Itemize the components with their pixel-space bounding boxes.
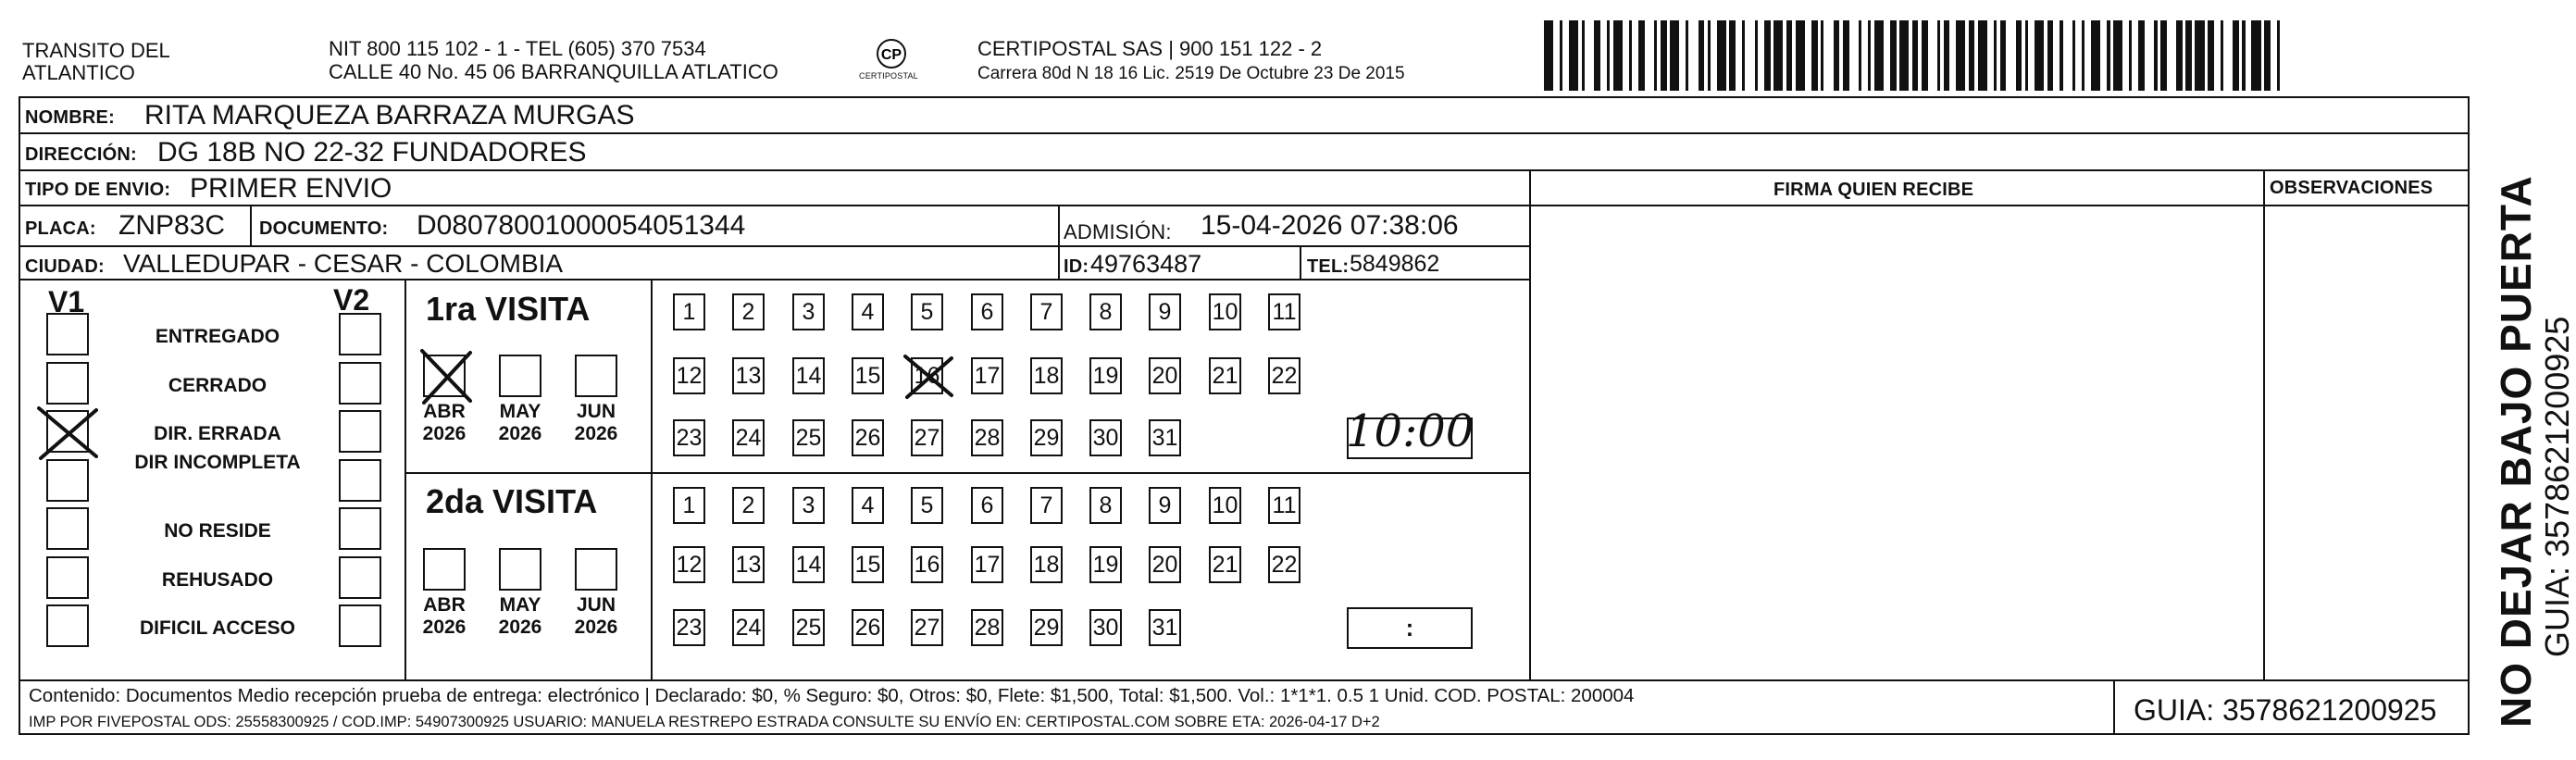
barcode-gap xyxy=(1849,20,1859,91)
sender-address: CALLE 40 No. 45 06 BARRANQUILLA ATLATICO xyxy=(329,60,778,83)
barcode-gap xyxy=(2053,20,2060,91)
visit1-month-name: ABR xyxy=(423,401,466,422)
barcode-bar xyxy=(1874,20,1884,91)
v2-label: V2 xyxy=(333,283,370,317)
visit2-day-22[interactable]: 22 xyxy=(1268,546,1300,583)
barcode-bar xyxy=(2091,20,2100,91)
visit1-day-29[interactable]: 29 xyxy=(1030,419,1063,456)
visit2-day-14[interactable]: 14 xyxy=(792,546,825,583)
barcode-gap xyxy=(1987,20,1994,91)
visit2-day-31[interactable]: 31 xyxy=(1149,609,1181,646)
visit2-day-5[interactable]: 5 xyxy=(911,487,943,524)
barcode-gap xyxy=(1884,20,1890,91)
carrier-license: Carrera 80d N 18 16 Lic. 2519 De Octubre 23 De 2015 xyxy=(977,64,1405,83)
barcode-gap xyxy=(2246,20,2252,91)
footer-contenido: Contenido: Documentos Medio recepción prueba de entrega: electrónico | Declarado: $0, % Seguro: $0, Otros: $0, Flete: $1,500, Total: $1,500. Vol.: 1*1*1. 0.5 1 Unid. COD. POSTAL: 200004 xyxy=(29,685,1635,706)
barcode-bar xyxy=(1670,20,1679,91)
visit2-day-21[interactable]: 21 xyxy=(1209,546,1241,583)
barcode-bar xyxy=(1796,20,1805,91)
row-divider xyxy=(19,132,2470,134)
tipo-envio-value: PRIMER ENVIO xyxy=(190,173,392,204)
barcode-bar xyxy=(1544,20,1553,91)
visit1-day-21[interactable]: 21 xyxy=(1209,357,1241,394)
barcode-gap xyxy=(2223,20,2233,91)
visit2-day-11[interactable]: 11 xyxy=(1268,487,1300,524)
nombre-value: RITA MARQUEZA BARRAZA MURGAS xyxy=(144,100,635,131)
admision-value: 15-04-2026 07:38:06 xyxy=(1201,210,1459,241)
carrier-logo-text: CERTIPOSTAL xyxy=(859,71,918,81)
barcode-bar xyxy=(1834,20,1840,91)
footer-divider xyxy=(19,679,2470,681)
admision-label: ADMISIÓN: xyxy=(1064,220,1172,243)
visit2-month-label xyxy=(568,594,624,639)
visit1-day-25[interactable]: 25 xyxy=(792,419,825,456)
visit2-day-30[interactable]: 30 xyxy=(1089,609,1122,646)
visit2-day-4[interactable]: 4 xyxy=(852,487,884,524)
barcode-bar xyxy=(2264,20,2271,91)
barcode-bar xyxy=(2251,20,2260,91)
nombre-label: NOMBRE: xyxy=(25,107,115,128)
visit1-month-box[interactable] xyxy=(575,355,617,397)
barcode-gap xyxy=(2271,20,2277,91)
visit1-month-year: 2026 xyxy=(422,423,467,445)
col-divider xyxy=(2263,169,2265,679)
status-option-label: CERRADO xyxy=(168,374,268,396)
visit2-month-box[interactable] xyxy=(423,548,466,591)
visit2-month-label xyxy=(492,594,548,639)
barcode-bar xyxy=(1912,20,1919,91)
placa-label: PLACA: xyxy=(25,218,96,239)
barcode-bar xyxy=(2176,20,2183,91)
col-divider xyxy=(1529,169,1531,679)
visit1-day-28[interactable]: 28 xyxy=(971,419,1003,456)
v2-checkbox[interactable] xyxy=(339,362,381,405)
barcode-bar xyxy=(1899,20,1909,91)
barcode-bar xyxy=(2233,20,2239,91)
visit2-day-2[interactable]: 2 xyxy=(732,487,765,524)
barcode-bar xyxy=(2160,20,2167,91)
barcode-gap xyxy=(2167,20,2176,91)
status-option-label: DIFICIL ACCESO xyxy=(139,617,295,639)
v1-checkbox[interactable] xyxy=(46,604,89,647)
v2-checkbox[interactable] xyxy=(339,410,381,453)
visit1-day-8[interactable]: 8 xyxy=(1089,293,1122,330)
barcode-bar xyxy=(1764,20,1771,91)
carrier-name: CERTIPOSTAL SAS | 900 151 122 - 2 xyxy=(977,37,1323,60)
barcode-gap xyxy=(1679,20,1686,91)
visit2-day-20[interactable]: 20 xyxy=(1149,546,1181,583)
barcode-bar xyxy=(2113,20,2122,91)
row-divider xyxy=(19,245,1530,247)
status-option-label: REHUSADO xyxy=(161,568,274,591)
barcode-gap xyxy=(1562,20,1569,91)
svg-text:CP: CP xyxy=(880,47,902,63)
visit2-day-9[interactable]: 9 xyxy=(1149,487,1181,524)
barcode-bar xyxy=(1944,20,1950,91)
placa-value: ZNP83C xyxy=(118,210,226,241)
ciudad-value: VALLEDUPAR - CESAR - COLOMBIA xyxy=(123,249,564,278)
barcode-bar xyxy=(2208,20,2214,91)
sender-name-line2: ATLANTICO xyxy=(22,61,135,84)
barcode-gap xyxy=(2122,20,2129,91)
visit1-day-19[interactable]: 19 xyxy=(1089,357,1122,394)
visit1-day-4[interactable]: 4 xyxy=(852,293,884,330)
barcode-bar xyxy=(1956,20,1965,91)
visit1-month-label xyxy=(568,401,624,445)
barcode-bar xyxy=(1890,20,1897,91)
barcode-bar xyxy=(1922,20,1928,91)
visit1-month-check-mark xyxy=(418,347,474,405)
barcode-bar xyxy=(1613,20,1623,91)
barcode-gap xyxy=(2214,20,2221,91)
visit1-month-name: JUN xyxy=(576,401,616,422)
visit2-day-26[interactable]: 26 xyxy=(852,609,884,646)
visit2-month-name: JUN xyxy=(576,594,616,616)
visit1-month-box[interactable] xyxy=(499,355,541,397)
barcode-bar xyxy=(1569,20,1578,91)
v2-checkbox[interactable] xyxy=(339,313,381,355)
visit1-month-year: 2026 xyxy=(498,423,542,445)
barcode-bar xyxy=(1843,20,1849,91)
barcode-bar xyxy=(1729,20,1736,91)
visit1-day-27[interactable]: 27 xyxy=(911,419,943,456)
visit1-day-check-mark xyxy=(902,353,955,399)
visit2-day-10[interactable]: 10 xyxy=(1209,487,1241,524)
barcode-gap xyxy=(1805,20,1811,91)
barcode-bar xyxy=(2195,20,2204,91)
barcode-gap xyxy=(2063,20,2072,91)
tipo-envio-label: TIPO DE ENVIO: xyxy=(25,180,171,200)
barcode-gap xyxy=(2132,20,2138,91)
barcode-gap xyxy=(1949,20,1956,91)
barcode-gap xyxy=(1688,20,1698,91)
v1-checkbox[interactable] xyxy=(46,507,89,550)
visit1-month-year: 2026 xyxy=(574,423,618,445)
visit1-month-label xyxy=(492,401,548,445)
visit2-day-3[interactable]: 3 xyxy=(792,487,825,524)
carrier-logo xyxy=(853,37,929,89)
barcode-bar xyxy=(2047,20,2054,91)
visit1-day-13[interactable]: 13 xyxy=(732,357,765,394)
barcode-bar xyxy=(2000,20,2007,91)
visit2-day-28[interactable]: 28 xyxy=(971,609,1003,646)
barcode-bar xyxy=(2185,20,2192,91)
id-label: ID: xyxy=(1064,256,1089,277)
v2-checkbox[interactable] xyxy=(339,507,381,550)
firma-label: FIRMA QUIEN RECIBE xyxy=(1773,180,1974,200)
visit2-month-year: 2026 xyxy=(574,617,618,639)
visit2-time-box[interactable]: : xyxy=(1347,607,1473,649)
visit2-day-19[interactable]: 19 xyxy=(1089,546,1122,583)
barcode-gap xyxy=(1553,20,1560,91)
visit2-day-16[interactable]: 16 xyxy=(911,546,943,583)
visit2-day-1[interactable]: 1 xyxy=(673,487,705,524)
barcode-bar xyxy=(1661,20,1667,91)
visit2-day-24[interactable]: 24 xyxy=(732,609,765,646)
v2-checkbox[interactable] xyxy=(339,604,381,647)
status-option-label: DIR. ERRADA xyxy=(154,423,281,444)
barcode-bar xyxy=(1811,20,1818,91)
v1-checkbox[interactable] xyxy=(46,313,89,355)
visit2-day-6[interactable]: 6 xyxy=(971,487,1003,524)
visit2-month-label xyxy=(417,594,472,639)
visit1-day-18[interactable]: 18 xyxy=(1030,357,1063,394)
visit1-day-20[interactable]: 20 xyxy=(1149,357,1181,394)
barcode-bar xyxy=(1717,20,1726,91)
barcode-bar xyxy=(2016,20,2022,91)
visit1-month-name: MAY xyxy=(499,401,541,422)
visit2-month-name: MAY xyxy=(499,594,541,616)
col-divider xyxy=(250,205,252,245)
visit2-day-29[interactable]: 29 xyxy=(1030,609,1063,646)
visit2-month-year: 2026 xyxy=(498,617,542,639)
row-divider xyxy=(19,205,2470,206)
barcode-bar xyxy=(1638,20,1645,91)
no-dejar-bajo-puerta: NO DEJAR BAJO PUERTA xyxy=(2492,175,2540,728)
v1-label: V1 xyxy=(48,285,85,318)
observaciones-label: OBSERVACIONES xyxy=(2270,178,2433,198)
visit2-day-13[interactable]: 13 xyxy=(732,546,765,583)
barcode-gap xyxy=(1632,20,1638,91)
visit2-day-23[interactable]: 23 xyxy=(673,609,705,646)
barcode-gap xyxy=(2100,20,2107,91)
visit1-handwritten-time: 10:00 xyxy=(1346,405,1475,457)
visit2-month-name: ABR xyxy=(423,594,466,616)
barcode-gap xyxy=(2028,20,2035,91)
sender-nit: NIT 800 115 102 - 1 - TEL (605) 370 7534 xyxy=(329,37,706,60)
col-divider xyxy=(1300,245,1301,279)
visit2-month-box[interactable] xyxy=(575,548,617,591)
barcode-gap xyxy=(1861,20,1868,91)
v1-checkbox[interactable] xyxy=(46,459,89,502)
status-option-label: DIR INCOMPLETA xyxy=(134,451,301,473)
visit2-day-27[interactable]: 27 xyxy=(911,609,943,646)
direccion-value: DG 18B NO 22-32 FUNDADORES xyxy=(157,137,587,168)
row-divider xyxy=(19,169,2470,171)
col-divider xyxy=(1058,205,1060,279)
visit2-day-17[interactable]: 17 xyxy=(971,546,1003,583)
ciudad-label: CIUDAD: xyxy=(25,256,105,277)
barcode-gap xyxy=(2280,20,2289,91)
visit2-title: 2da VISITA xyxy=(426,482,598,520)
visit2-month-year: 2026 xyxy=(422,617,467,639)
barcode-gap xyxy=(2084,20,2091,91)
barcode-gap xyxy=(1585,20,1594,91)
tel-label: TEL: xyxy=(1307,256,1350,277)
visit1-day-11[interactable]: 11 xyxy=(1268,293,1300,330)
barcode-gap xyxy=(2075,20,2082,91)
v1-checkbox[interactable] xyxy=(46,556,89,599)
barcode-gap xyxy=(2006,20,2015,91)
v1-checkbox[interactable] xyxy=(46,362,89,405)
visit2-month-box[interactable] xyxy=(499,548,541,591)
barcode-bar xyxy=(1786,20,1793,91)
status-option-label: ENTREGADO xyxy=(155,326,280,347)
visit1-day-12[interactable]: 12 xyxy=(673,357,705,394)
visit1-day-5[interactable]: 5 xyxy=(911,293,943,330)
visit1-day-1[interactable]: 1 xyxy=(673,293,705,330)
visit1-title: 1ra VISITA xyxy=(426,290,591,328)
visit1-day-14[interactable]: 14 xyxy=(792,357,825,394)
col-divider xyxy=(404,279,406,679)
barcode-bar xyxy=(1773,20,1783,91)
visit1-day-17[interactable]: 17 xyxy=(971,357,1003,394)
row-divider xyxy=(19,279,1530,280)
visit-divider xyxy=(404,472,1530,474)
visit1-day-2[interactable]: 2 xyxy=(732,293,765,330)
visit1-day-16[interactable]: 16 xyxy=(911,357,943,394)
v2-checkbox[interactable] xyxy=(339,556,381,599)
barcode-bar xyxy=(1594,20,1600,91)
visit2-day-8[interactable]: 8 xyxy=(1089,487,1122,524)
visit1-day-22[interactable]: 22 xyxy=(1268,357,1300,394)
visit1-day-3[interactable]: 3 xyxy=(792,293,825,330)
barcode-bar xyxy=(1969,20,1975,91)
visit1-day-7[interactable]: 7 xyxy=(1030,293,1063,330)
direccion-label: DIRECCIÓN: xyxy=(25,144,137,165)
visit1-day-24[interactable]: 24 xyxy=(732,419,765,456)
barcode-bar xyxy=(2035,20,2044,91)
visit1-month-label xyxy=(417,401,472,445)
visit1-day-15[interactable]: 15 xyxy=(852,357,884,394)
visit1-day-6[interactable]: 6 xyxy=(971,293,1003,330)
col-divider xyxy=(2113,679,2115,735)
visit1-day-9[interactable]: 9 xyxy=(1149,293,1181,330)
side-guia: GUIA: 3578621200925 xyxy=(2538,316,2576,657)
visit2-day-25[interactable]: 25 xyxy=(792,609,825,646)
visit2-day-18[interactable]: 18 xyxy=(1030,546,1063,583)
id-value: 49763487 xyxy=(1090,250,1202,278)
visit1-day-31[interactable]: 31 xyxy=(1149,419,1181,456)
barcode xyxy=(1544,20,2291,91)
barcode-gap xyxy=(2145,20,2154,91)
visit1-day-26[interactable]: 26 xyxy=(852,419,884,456)
v2-checkbox[interactable] xyxy=(339,459,381,502)
col-divider xyxy=(651,279,653,679)
documento-value: D08078001000054051344 xyxy=(417,210,746,241)
documento-label: DOCUMENTO: xyxy=(259,218,389,239)
barcode-gap xyxy=(1711,20,1717,91)
barcode-gap xyxy=(1645,20,1654,91)
footer-guia: GUIA: 3578621200925 xyxy=(2134,693,2437,727)
barcode-gap xyxy=(1736,20,1742,91)
carrier-logo-icon xyxy=(853,37,929,89)
barcode-gap xyxy=(1823,20,1833,91)
footer-imp: IMP POR FIVEPOSTAL ODS: 25558300925 / COD.IMP: 54907300925 USUARIO: MANUELA RESTREPO ESTRADA CONSULTE SU ENVÍO EN: CERTIPOSTAL.COM SOBRE ETA: 2026-04-17 D+2 xyxy=(29,714,1380,730)
visit2-day-15[interactable]: 15 xyxy=(852,546,884,583)
barcode-gap xyxy=(1623,20,1629,91)
visit2-day-12[interactable]: 12 xyxy=(673,546,705,583)
barcode-bar xyxy=(1699,20,1705,91)
barcode-bar xyxy=(2138,20,2145,91)
tel-value: 5849862 xyxy=(1350,251,1440,277)
sender-name-line1: TRANSITO DEL xyxy=(22,39,170,62)
barcode-gap xyxy=(1745,20,1754,91)
visit1-day-30[interactable]: 30 xyxy=(1089,419,1122,456)
barcode-gap xyxy=(1758,20,1764,91)
status-option-label: NO RESIDE xyxy=(164,520,271,542)
barcode-gap xyxy=(1928,20,1937,91)
visit2-day-7[interactable]: 7 xyxy=(1030,487,1063,524)
v1-check-mark xyxy=(35,405,100,460)
visit1-day-10[interactable]: 10 xyxy=(1209,293,1241,330)
barcode-gap xyxy=(1600,20,1607,91)
visit1-day-23[interactable]: 23 xyxy=(673,419,705,456)
barcode-bar xyxy=(1978,20,1987,91)
